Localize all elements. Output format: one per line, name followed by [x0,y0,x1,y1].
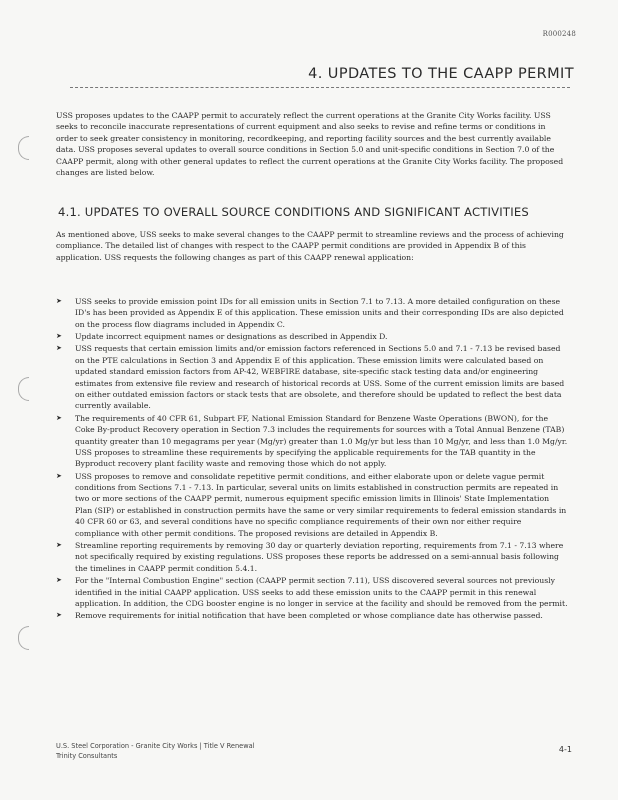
footer-consultant: Trinity Consultants [56,751,118,760]
bullet-arrow-icon: ➤ [56,344,62,353]
footer [56,742,255,761]
list-item [56,343,568,411]
bullet-arrow-icon: ➤ [56,540,62,549]
list-item-text: USS requests that certain emission limits and/or emission factors referenced in Sections 5.0 and 7.1 - 7.13 be revised based on the PTE calculations in Section 3 and Appendix E of this application. These emission limits were calculated based on updated standard emission factors from AP-42, WEBFIRE database, site-specific stack testing data and/or engineering estimates from extensive file review and research of historical records at USS. Some of the current emission limits are based on either outdated emission factors or stack tests that are obsolete, and therefore should be updated to reflect the best data currently available. [75,344,565,411]
title-divider [70,87,570,88]
list-item-text: Remove requirements for initial notification that have been completed or whose compliance date has otherwise passed. [75,611,543,621]
bullet-arrow-icon: ➤ [56,413,62,422]
list-item [56,471,568,539]
list-item [56,413,568,470]
binder-hole-mark [18,626,29,650]
list-item-text: Streamline reporting requirements by removing 30 day or quarterly deviation reporting, requirements from 7.1 - 7.13 where not specifically required by existing regulations. USS proposes these reports be addressed on a semi-annual basis following the timelines in CAAPP permit condition 5.4.1. [75,540,564,573]
bullet-arrow-icon: ➤ [56,471,62,480]
subsection-lead-paragraph: As mentioned above, USS seeks to make several changes to the CAAPP permit to streamline reviews and the process of achieving compliance. The detailed list of changes with respect to the CAAPP permit conditions are provided in Appendix B of this application. USS requests the following changes as part of this CAAPP renewal application: [56,230,564,262]
list-item [56,610,568,621]
list-item [56,575,568,609]
bullet-arrow-icon: ➤ [56,297,62,305]
list-item [56,296,568,330]
section-title: 4. UPDATES TO THE CAAPP PERMIT [308,66,574,82]
list-item [56,331,568,342]
change-request-list [56,296,568,623]
document-id: R000248 [542,30,576,38]
bullet-arrow-icon: ➤ [56,332,62,341]
list-item-text: USS seeks to provide emission point IDs for all emission units in Section 7.1 to 7.13. A more detailed configuration on these ID's has been provided as Appendix E of this application. These emission units and their corresponding IDs are also depicted on the process flow diagrams included in Appendix C. [75,297,564,329]
list-item [56,540,568,574]
list-item-text: For the "Internal Combustion Engine" section (CAAPP permit section 7.11), USS discovered several sources not previously identified in the initial CAAPP application. USS seeks to add these emission units to the CAAPP permit in this renewal application. In addition, the CDG booster engine is no longer in service at the facility and should be removed from the permit. [75,576,568,608]
intro-paragraph: USS proposes updates to the CAAPP permit to accurately reflect the current operations at the Granite City Works facility. USS seeks to reconcile inaccurate representations of current equipment and also seeks to revise and refine terms or conditions in order to seek greater consistency in monitoring, recordkeeping, and reporting facility sources and the best currently available data. USS proposes several updates to overall source conditions in Section 5.0 and unit-specific conditions in Section 7.0 of the CAAPP permit, along with other general updates to reflect the current operations at the Granite City Works facility. The proposed changes are listed below. [56,111,564,178]
footer-company-line: U.S. Steel Corporation - Granite City Works | Title V Renewal [56,742,255,750]
list-item-text: Update incorrect equipment names or designations as described in Appendix D. [75,332,388,342]
list-item-text: USS proposes to remove and consolidate repetitive permit conditions, and either elaborate upon or delete vague permit conditions from Sections 7.1 - 7.13. In particular, several units on limits established in construction permits are repeated in two or more sections of the CAAPP permit, numerous equipment specific emission limits in Illinois' State Implementation Plan (SIP) or established in construction permits have the same or very similar requirements to federal emission standards in 40 CFR 60 or 63, and several conditions have no specific compliance requirements of their own nor either require compliance with other permit conditions. The proposed revisions are detailed in Appendix B. [75,471,567,538]
subsection-heading: 4.1. UPDATES TO OVERALL SOURCE CONDITIONS AND SIGNIFICANT ACTIVITIES [58,205,529,219]
list-item-text: The requirements of 40 CFR 61, Subpart FF, National Emission Standard for Benzene Waste Operations (BWON), for the Coke By-product Recovery operation in Section 7.3 includes the requirements for sources with a Total Annual Benzene (TAB) quantity greater than 10 megagrams per year (Mg/yr) greater than 1.0 Mg/yr but less than 10 Mg/yr, and less than 1.0 Mg/yr. USS proposes to streamline these requirements by specifying the applicable requirements for the TAB quantity in the Byproduct recovery plant facility waste and removing those which do not apply. [75,413,568,469]
bullet-arrow-icon: ➤ [56,611,62,620]
binder-hole-mark [18,136,29,160]
bullet-arrow-icon: ➤ [56,576,62,585]
binder-hole-mark [18,377,29,401]
page-number: 4-1 [558,745,572,754]
